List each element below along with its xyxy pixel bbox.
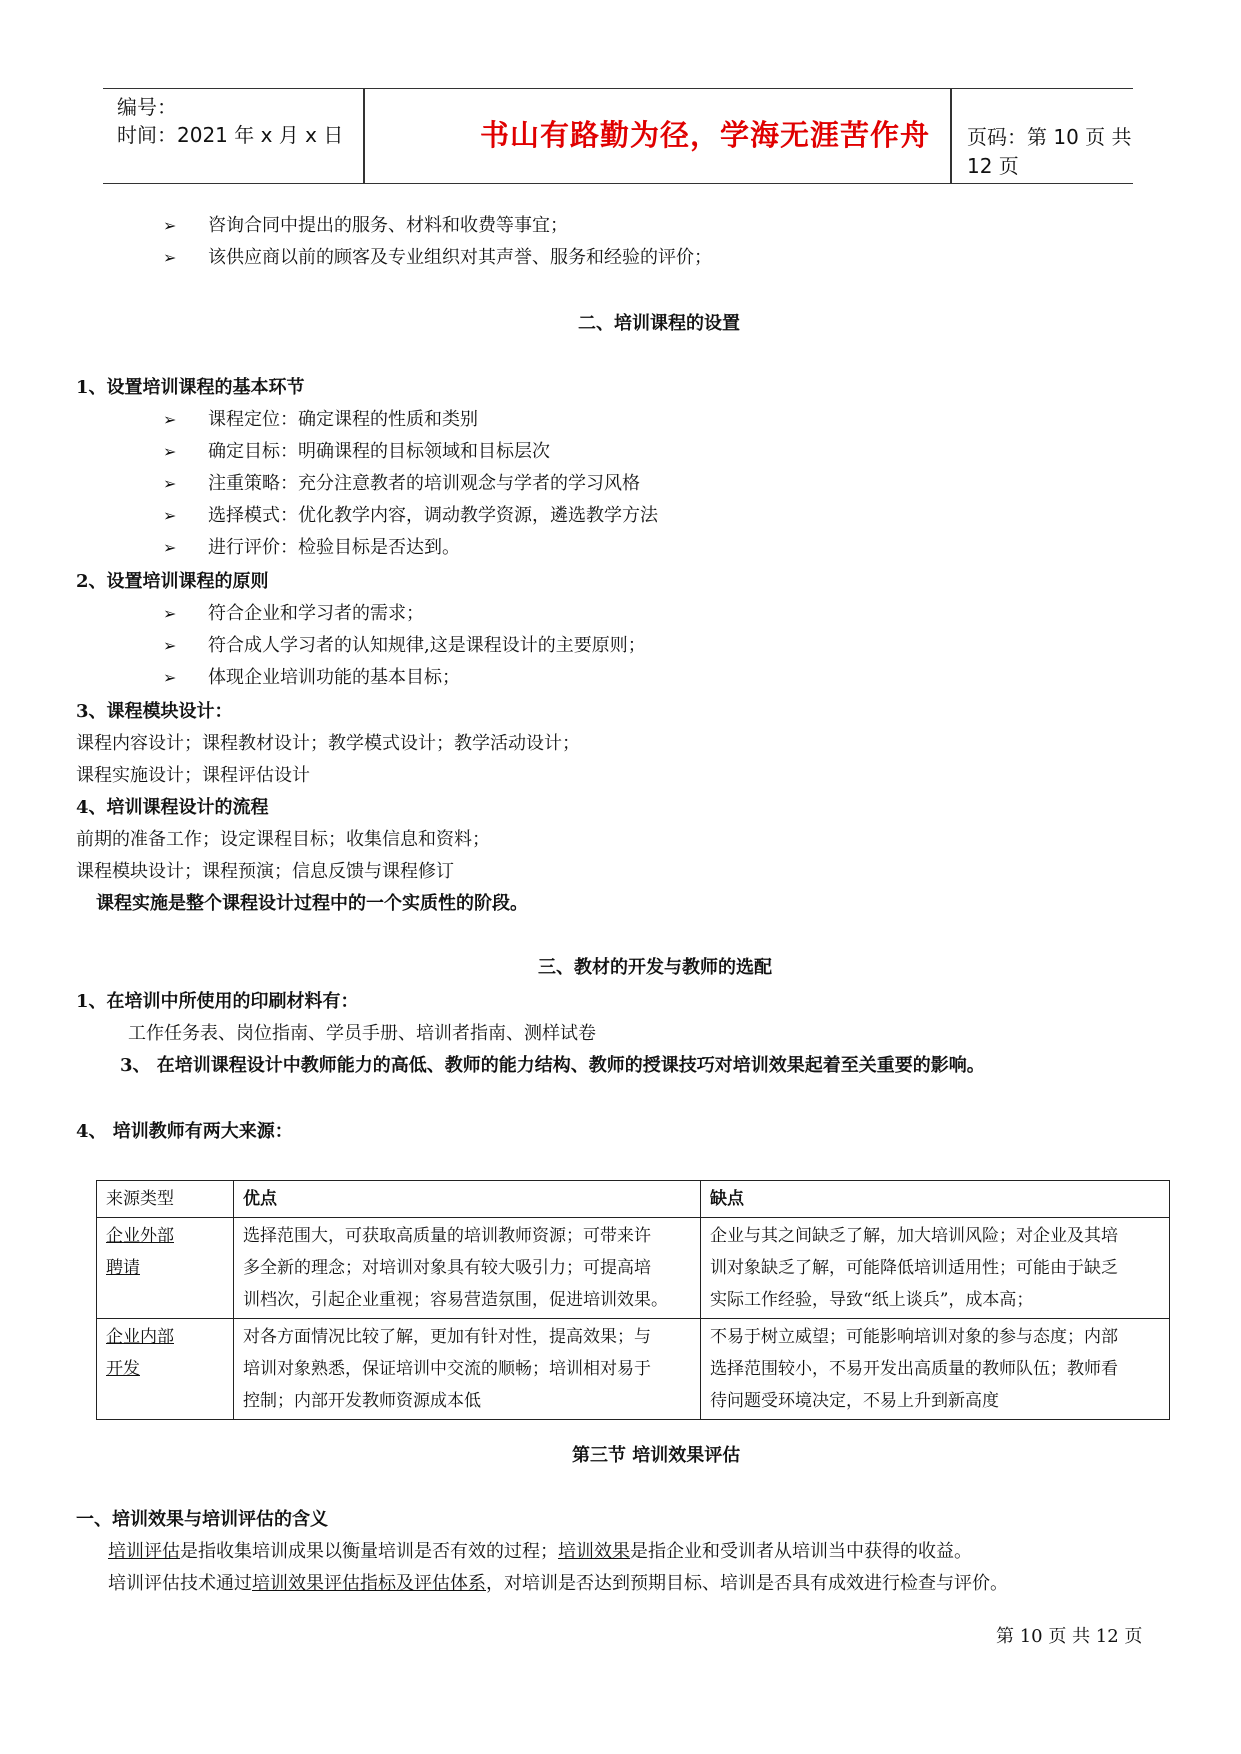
header-divider: [950, 89, 952, 183]
cons-line: 训对象缺乏了解，可能降低培训适用性；可能由于缺乏: [710, 1258, 1118, 1278]
source-type-line: 企业内部: [106, 1327, 174, 1347]
table-cell: [701, 1218, 1170, 1319]
list-item: 该供应商以前的顾客及专业组织对其声誉、服务和经验的评价；: [208, 247, 712, 268]
list-item: 体现企业培训功能的基本目标；: [208, 667, 460, 688]
arrow-bullet-icon: ➢: [163, 668, 177, 687]
note-line: 课程实施是整个课程设计过程中的一个实质性的阶段。: [96, 893, 528, 914]
header-motto: 书山有路勤为径，学海无涯苦作舟: [479, 118, 930, 152]
cons-line: 企业与其之间缺乏了解，加大培训风险；对企业及其培: [710, 1226, 1118, 1246]
cons-line: 选择范围较小，不易开发出高质量的教师队伍；教师看: [710, 1359, 1118, 1379]
term-training-evaluation: 培训评估: [108, 1541, 180, 1562]
paragraph: [108, 1572, 1008, 1596]
table-cell: [97, 1319, 234, 1420]
header-page-info: 页码：第 10 页 共 12 页: [967, 125, 1132, 178]
table-cell: [97, 1218, 234, 1319]
subsection-heading: 4、 培训教师有两大来源：: [76, 1121, 293, 1142]
page-footer: 第 10 页 共 12 页: [996, 1626, 1143, 1647]
list-item: 符合企业和学习者的需求；: [208, 603, 424, 624]
cons-line: 不易于树立威望；可能影响培训对象的参与态度；内部: [710, 1327, 1118, 1347]
pros-line: 对各方面情况比较了解，更加有针对性，提高效果；与: [243, 1327, 651, 1347]
text-span: 是指收集培训成果以衡量培训是否有效的过程；: [180, 1541, 558, 1562]
cons-line: 实际工作经验，导致“纸上谈兵”，成本高；: [710, 1290, 1034, 1310]
section-title: 第三节 培训效果评估: [572, 1445, 741, 1466]
section-title: 二、培训课程的设置: [578, 313, 740, 334]
source-type-line: 聘请: [106, 1258, 140, 1278]
text-line: 课程实施设计；课程评估设计: [76, 765, 310, 786]
source-type-line: 企业外部: [106, 1226, 174, 1246]
table-cell: [701, 1319, 1170, 1420]
section-title: 三、教材的开发与教师的选配: [538, 957, 772, 978]
subsection-heading: 3、课程模块设计：: [76, 701, 233, 722]
pros-line: 多全新的理念；对培训对象具有较大吸引力；可提高培: [243, 1258, 651, 1278]
text-span: ，对培训是否达到预期目标、培训是否具有成效进行检查与评价。: [486, 1573, 1008, 1594]
text-line: 课程内容设计；课程教材设计；教学模式设计；教学活动设计；: [76, 733, 580, 754]
arrow-bullet-icon: ➢: [163, 604, 177, 623]
list-item: 进行评价：检验目标是否达到。: [208, 537, 460, 558]
table-header: 缺点: [701, 1181, 1170, 1218]
arrow-bullet-icon: ➢: [163, 636, 177, 655]
table-cell: [234, 1218, 701, 1319]
header-divider: [363, 89, 365, 183]
text-span: 培训评估技术通过: [108, 1573, 252, 1594]
text-line: 课程模块设计；课程预演；信息反馈与课程修订: [76, 861, 454, 882]
list-item: 符合成人学习者的认知规律,这是课程设计的主要原则；: [208, 635, 646, 656]
pros-line: 选择范围大，可获取高质量的培训教师资源；可带来许: [243, 1226, 651, 1246]
arrow-bullet-icon: ➢: [163, 538, 177, 557]
page-header: [103, 88, 1133, 184]
term-evaluation-system: 培训效果评估指标及评估体系: [252, 1573, 486, 1594]
list-item: 注重策略：充分注意教者的培训观念与学者的学习风格: [208, 473, 640, 494]
table-header: 优点: [234, 1181, 701, 1218]
list-item: 咨询合同中提出的服务、材料和收费等事宜；: [208, 215, 568, 236]
time-label: 时间：2021 年 x 月 x 日: [117, 123, 344, 147]
subsection-heading: 2、设置培训课程的原则: [76, 571, 269, 592]
arrow-bullet-icon: ➢: [163, 506, 177, 525]
subsection-heading: 1、在培训中所使用的印刷材料有：: [76, 991, 359, 1012]
table-header: 来源类型: [97, 1181, 234, 1218]
table-row: [97, 1218, 1170, 1319]
list-item: 选择模式：优化教学内容，调动教学资源，遴选教学方法: [208, 505, 658, 526]
teacher-source-table: [96, 1180, 1170, 1420]
list-item: 课程定位：确定课程的性质和类别: [208, 409, 478, 430]
subsection-heading: 1、设置培训课程的基本环节: [76, 377, 305, 398]
text-line: 前期的准备工作；设定课程目标；收集信息和资料；: [76, 829, 490, 850]
arrow-bullet-icon: ➢: [163, 410, 177, 429]
subsection-heading: 4、培训课程设计的流程: [76, 797, 269, 818]
subsection-heading: 一、培训效果与培训评估的含义: [76, 1509, 328, 1530]
arrow-bullet-icon: ➢: [163, 474, 177, 493]
pros-line: 培训对象熟悉，保证培训中交流的顺畅；培训相对易于: [243, 1359, 651, 1379]
arrow-bullet-icon: ➢: [163, 248, 177, 267]
source-type-line: 开发: [106, 1359, 140, 1379]
arrow-bullet-icon: ➢: [163, 442, 177, 461]
list-item: 确定目标：明确课程的目标领域和目标层次: [208, 441, 550, 462]
text-line: 3、 在培训课程设计中教师能力的高低、教师的能力结构、教师的授课技巧对培训效果起着至关重要的影响。: [120, 1055, 985, 1076]
number-label: 编号：: [117, 95, 177, 119]
term-training-effect: 培训效果: [558, 1541, 630, 1562]
table-header-row: [97, 1181, 1170, 1218]
text-span: 是指企业和受训者从培训当中获得的收益。: [630, 1541, 972, 1562]
arrow-bullet-icon: ➢: [163, 216, 177, 235]
pros-line: 训档次，引起企业重视；容易营造氛围，促进培训效果。: [243, 1290, 668, 1310]
table-row: [97, 1319, 1170, 1420]
paragraph: [108, 1540, 972, 1564]
header-meta: [117, 93, 343, 149]
text-line: 工作任务表、岗位指南、学员手册、培训者指南、测样试卷: [128, 1023, 596, 1044]
pros-line: 控制；内部开发教师资源成本低: [243, 1391, 481, 1411]
cons-line: 待问题受环境决定，不易上升到新高度: [710, 1391, 999, 1411]
table-cell: [234, 1319, 701, 1420]
